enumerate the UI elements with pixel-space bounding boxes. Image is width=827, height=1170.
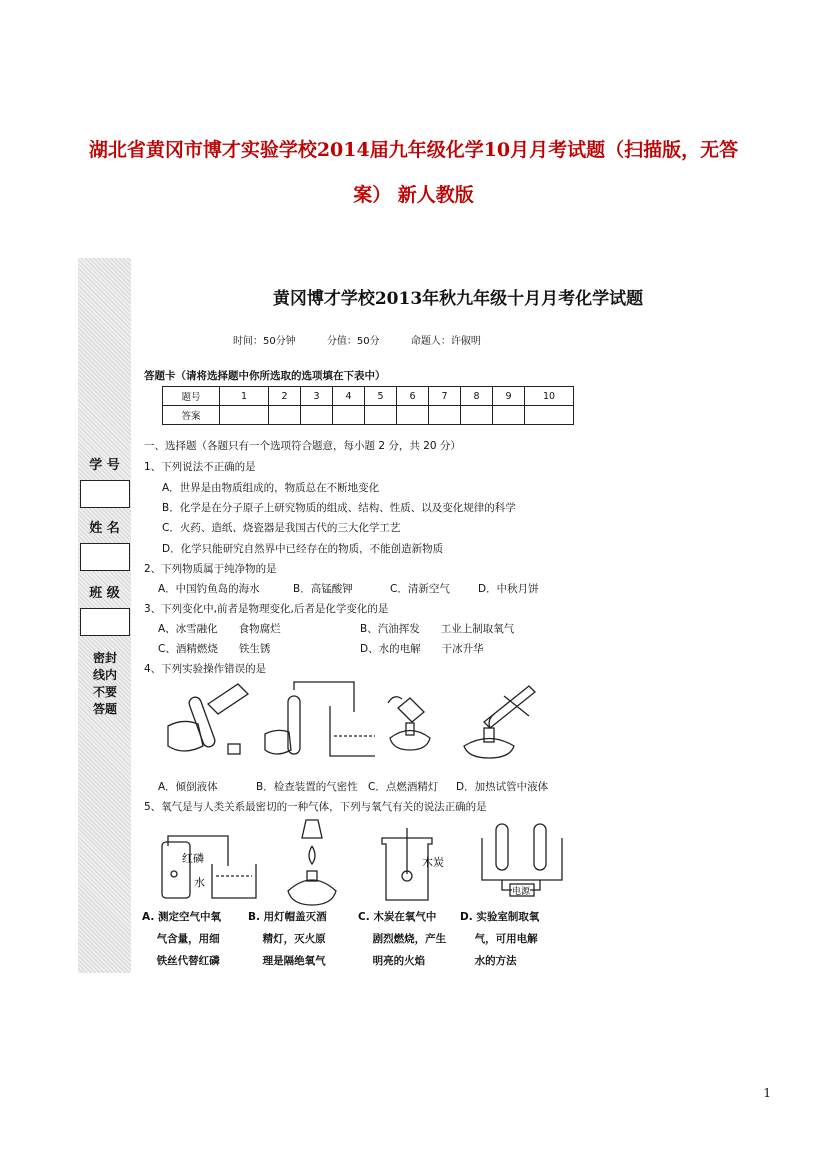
phosphorus-experiment-figure xyxy=(154,824,264,904)
heat-tube-figure xyxy=(444,676,554,766)
exam-meta xyxy=(233,332,509,347)
q5-option-c: C. 木炭在氧气中 剧烈燃烧，产生 明亮的火焰 xyxy=(358,911,447,967)
document-title xyxy=(60,128,767,218)
q3-option-d: D、水的电解 干冰升华 xyxy=(360,643,484,655)
q5-option-b: B. 用灯帽盖灭酒 精灯，灭火原 理是隔绝氧气 xyxy=(248,911,327,967)
q1-option-b: B．化学是在分子原子上研究物质的组成、结构、性质、以及变化规律的科学 xyxy=(162,502,516,514)
document-title-line1: 湖北省黄冈市博才实验学校2014届九年级化学10月月考试题（扫描版，无答 xyxy=(88,139,739,161)
q2-option-c: C．清新空气 xyxy=(390,583,450,595)
exam-title: 黄冈博才学校2013年秋九年级十月月考化学试题 xyxy=(272,289,644,309)
answer-cell[interactable] xyxy=(269,406,301,425)
q2-option-a: A．中国钓鱼岛的海水 xyxy=(158,583,260,595)
q3-option-a: A、冰雪融化 食物腐烂 xyxy=(158,623,281,635)
class-box xyxy=(80,608,130,636)
seal-line-notice: 密封线内不要答题 xyxy=(92,651,117,716)
q3-option-b: B、汽油挥发 工业上制取氧气 xyxy=(360,623,515,635)
student-no-box xyxy=(80,480,130,508)
exam-score: 分值：50分 xyxy=(326,336,380,347)
document-title-line2: 案） 新人教版 xyxy=(353,184,474,206)
row-label-answer: 答案 xyxy=(163,406,220,425)
power-label: 电源 xyxy=(512,887,531,897)
row-label-number: 题号 xyxy=(163,387,220,406)
name-label: 姓 名 xyxy=(89,521,120,536)
student-no-label: 学 号 xyxy=(89,458,120,473)
red-phosphorus-label: 红磷 xyxy=(182,852,204,865)
question-number: 6 xyxy=(397,387,429,406)
name-box xyxy=(80,543,130,571)
q1-stem: 1、下列说法不正确的是 xyxy=(144,461,256,473)
question-number: 2 xyxy=(269,387,301,406)
answer-cell[interactable] xyxy=(525,406,574,425)
charcoal-label: 木炭 xyxy=(422,856,444,869)
q4-option-c: C．点燃酒精灯 xyxy=(368,781,439,793)
page-number: 1 xyxy=(763,1086,771,1100)
question-number: 8 xyxy=(461,387,493,406)
exam-author: 命题人：许俶明 xyxy=(410,336,481,347)
q5-stem: 5、氧气是与人类关系最密切的一种气体，下列与氧气有关的说法正确的是 xyxy=(144,801,487,813)
q4-option-b: B．检查装置的气密性 xyxy=(256,781,358,793)
answer-cell[interactable] xyxy=(220,406,269,425)
q1-option-a: A．世界是由物质组成的，物质总在不断地变化 xyxy=(162,482,380,494)
light-lamp-figure xyxy=(380,683,440,763)
question-number: 4 xyxy=(333,387,365,406)
answer-cell[interactable] xyxy=(365,406,397,425)
question-number: 10 xyxy=(525,387,574,406)
answer-cell[interactable] xyxy=(333,406,365,425)
charcoal-burning-figure xyxy=(374,824,464,909)
binding-margin xyxy=(78,258,131,973)
class-label: 班 级 xyxy=(89,586,120,601)
question-number: 9 xyxy=(493,387,525,406)
answer-card-heading: 答题卡（请将选择题中你所选取的选项填在下表中） xyxy=(144,370,386,382)
pour-liquid-figure xyxy=(158,676,258,766)
scanned-exam-page xyxy=(78,258,778,973)
answer-cell[interactable] xyxy=(429,406,461,425)
water-label: 水 xyxy=(194,876,205,889)
airtight-check-figure xyxy=(260,676,375,766)
q2-option-d: D．中秋月饼 xyxy=(478,583,539,595)
answer-cell[interactable] xyxy=(493,406,525,425)
answer-cell[interactable] xyxy=(301,406,333,425)
question-number: 3 xyxy=(301,387,333,406)
exam-time: 时间：50分钟 xyxy=(233,336,296,347)
q4-stem: 4、下列实验操作错误的是 xyxy=(144,663,267,675)
q5-option-d: D. 实验室制取氧 气，可用电解 水的方法 xyxy=(460,911,540,967)
question-number: 7 xyxy=(429,387,461,406)
q4-option-a: A．倾倒液体 xyxy=(158,781,218,793)
section-heading: 一、选择题（各题只有一个选项符合题意，每小题 2 分，共 20 分） xyxy=(144,440,461,452)
q1-option-d: D．化学只能研究自然界中已经存在的物质，不能创造新物质 xyxy=(162,543,444,555)
answer-card-table xyxy=(162,386,574,425)
question-number: 5 xyxy=(365,387,397,406)
q5-option-a: A. 测定空气中氧 气含量，用细 铁丝代替红磷 xyxy=(142,911,221,967)
lamp-cap-figure xyxy=(278,816,348,911)
answer-cell[interactable] xyxy=(461,406,493,425)
q4-option-d: D．加热试管中液体 xyxy=(456,781,549,793)
q3-stem: 3、下列变化中,前者是物理变化,后者是化学变化的是 xyxy=(144,603,389,615)
answer-cell[interactable] xyxy=(397,406,429,425)
q3-option-c: C、酒精燃烧 铁生锈 xyxy=(158,643,271,655)
electrolysis-figure xyxy=(478,818,568,903)
q1-option-c: C．火药、造纸、烧瓷器是我国古代的三大化学工艺 xyxy=(162,522,401,534)
question-number: 1 xyxy=(220,387,269,406)
q2-option-b: B．高锰酸钾 xyxy=(293,583,353,595)
q2-stem: 2、下列物质属于纯净物的是 xyxy=(144,563,277,575)
